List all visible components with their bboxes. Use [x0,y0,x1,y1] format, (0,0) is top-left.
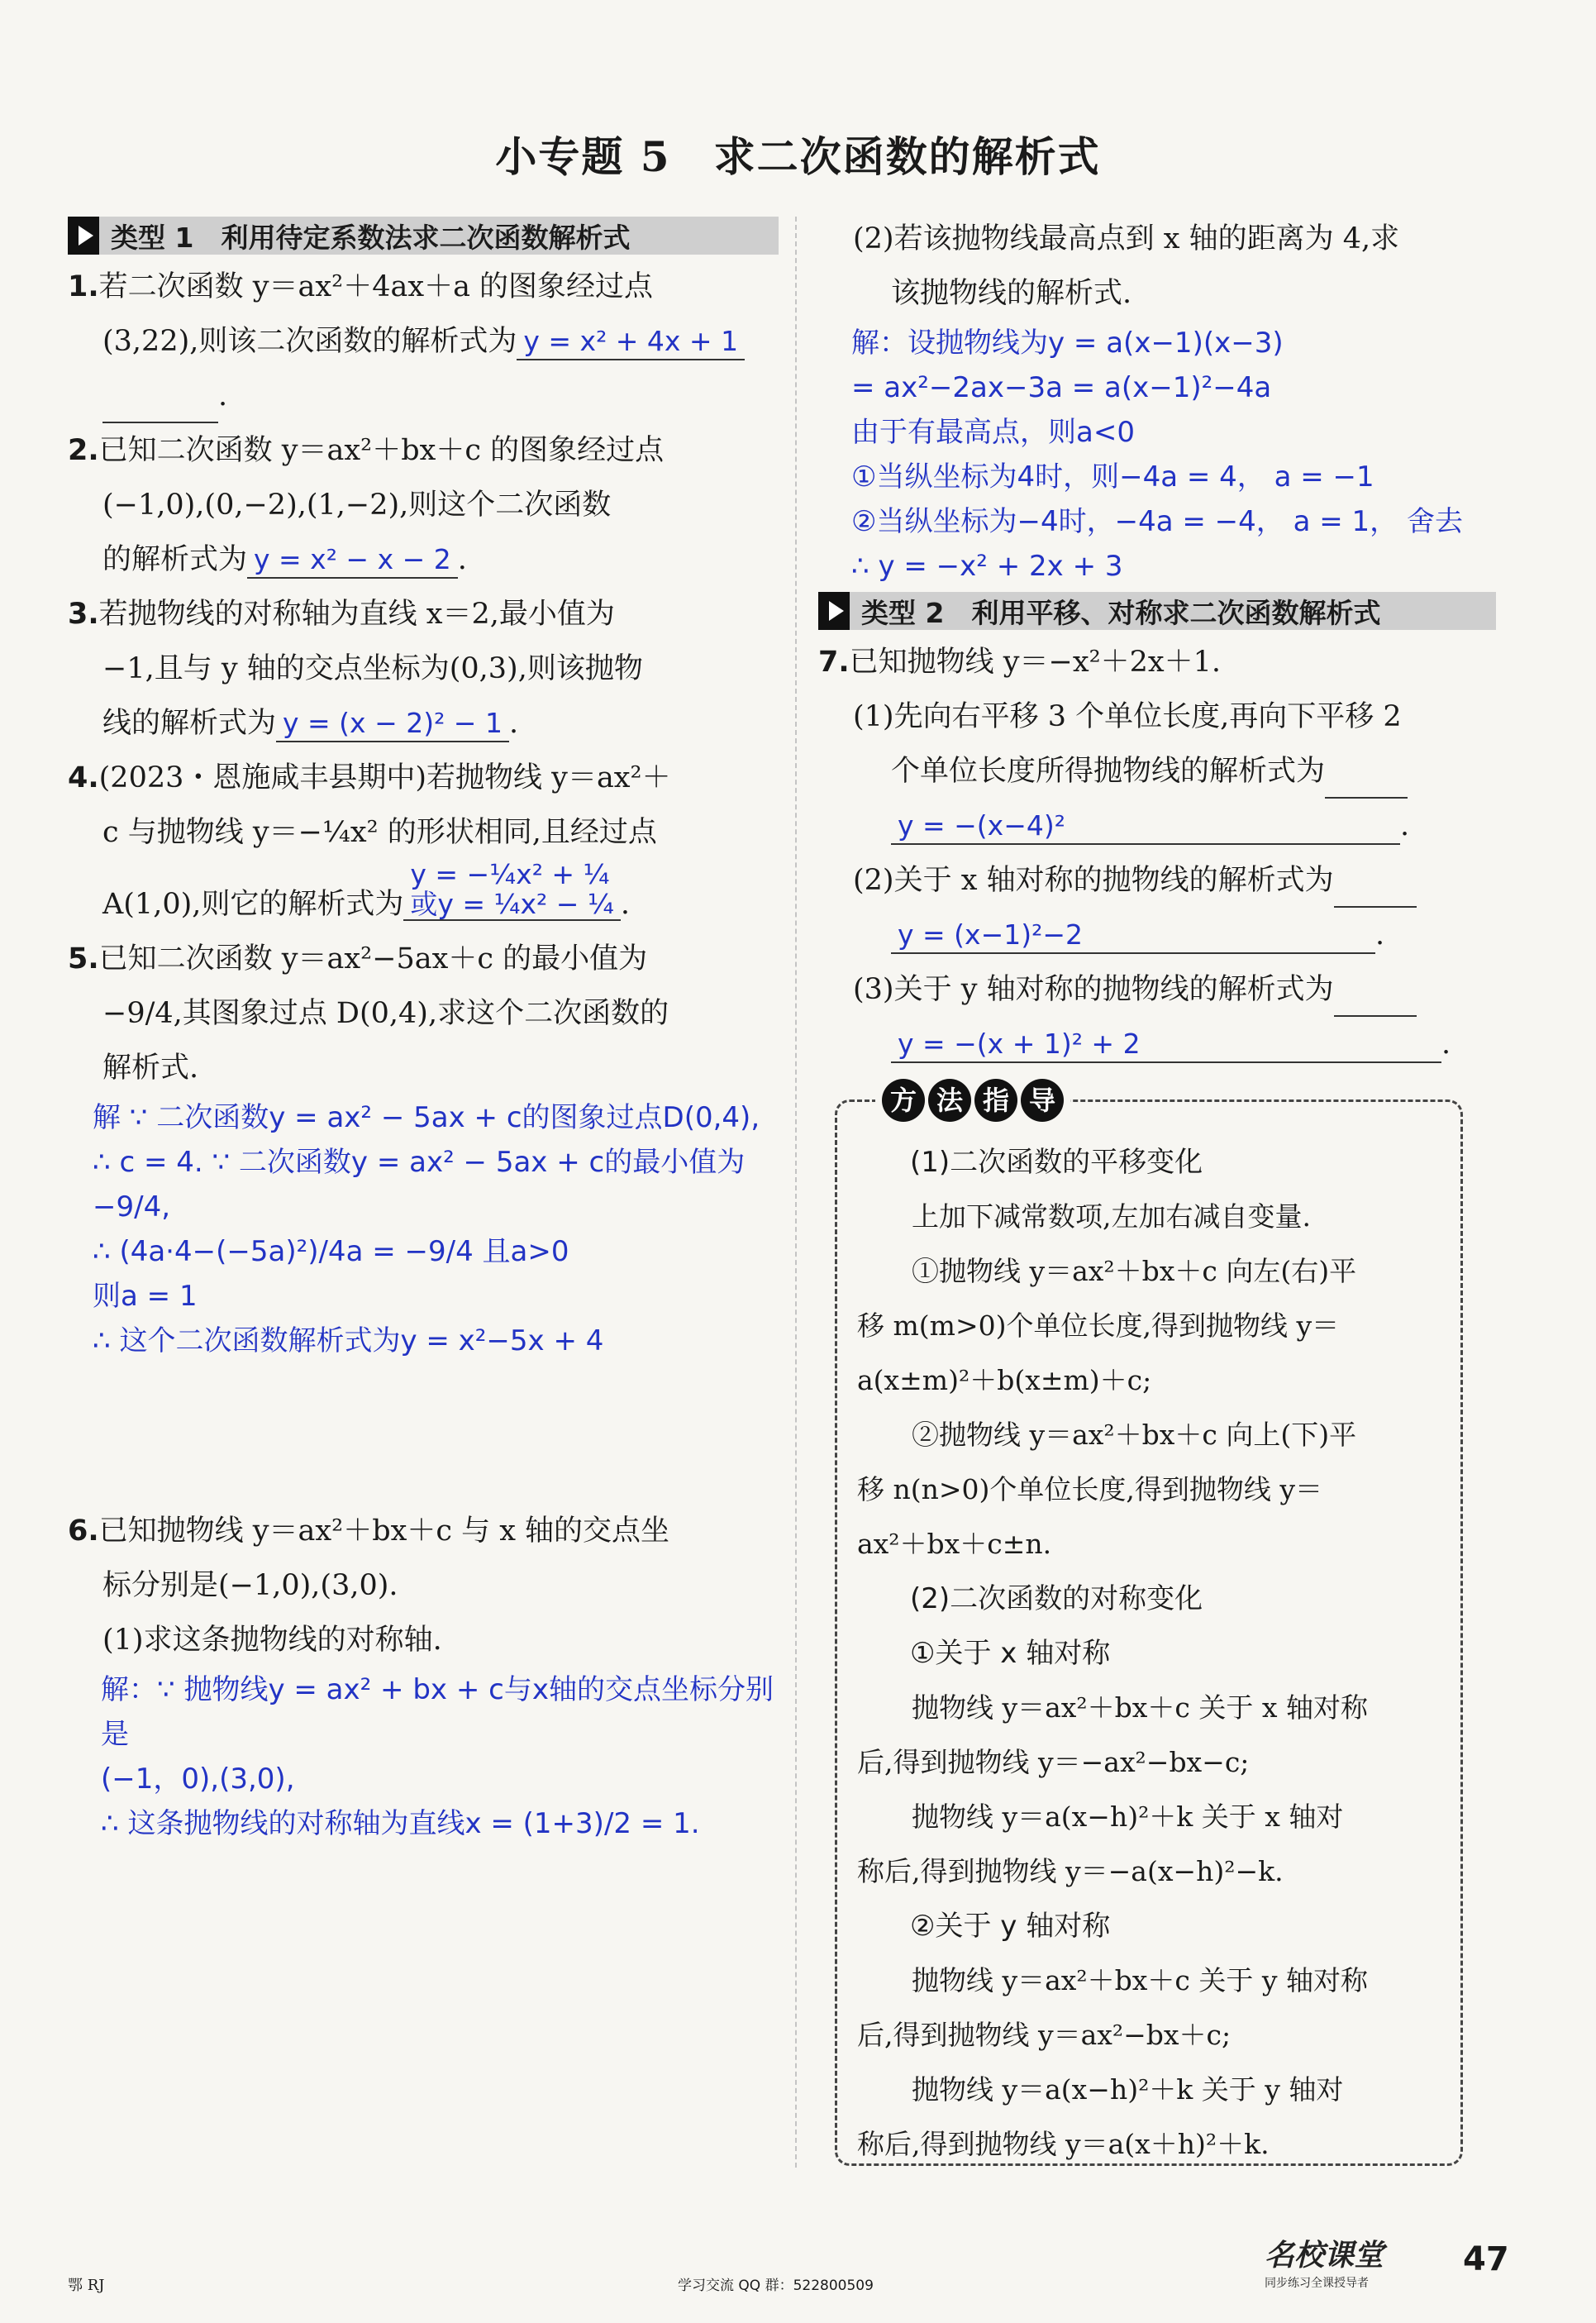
question-6 [68,1504,779,1667]
q7-answer3[interactable]: y = −(x + 1)² + 2 [891,1027,1441,1063]
badge-char: 方 [882,1079,925,1122]
q5-text: 已知二次函数 y＝ax²−5ax＋c 的最小值为 [98,942,648,975]
q3-text2: −1,且与 y 轴的交点坐标为(0,3),则该抛物 [102,652,643,685]
q4-text: (2023・恩施咸丰县期中)若抛物线 y＝ax²＋ [98,761,671,794]
method-guide-badge [875,1079,1070,1122]
guide-heading-symmetry: (2)二次函数的对称变化 [910,1582,1203,1615]
q3-text3: 线的解析式为 [102,707,277,740]
q3-number: 3. [68,598,99,631]
q7-number: 7. [818,646,850,679]
q6-text: 已知抛物线 y＝ax²＋bx＋c 与 x 轴的交点坐 [98,1514,670,1548]
page-title: 小专题 5 求二次函数的解析式 [495,132,1101,181]
q7-blank [1334,982,1417,1017]
q4-text3: A(1,0),则它的解析式为 [102,888,404,921]
guide-subheading-x-axis: ①关于 x 轴对称 [910,1637,1111,1670]
q7-part2: (2)关于 x 轴对称的抛物线的解析式为 [853,864,1334,897]
q6-text2: 标分别是(−1,0),(3,0). [102,1569,398,1602]
guide-text: ①抛物线 y＝ax²＋bx＋c 向左(右)平 [912,1255,1357,1287]
guide-text: 抛物线 y＝ax²＋bx＋c 关于 y 轴对称 [912,1964,1368,1996]
q6p2-solution-line: 解：设抛物线为y = a(x−1)(x−3) [851,327,1284,360]
right-column [818,217,1496,1071]
q2-text3: 的解析式为 [102,543,248,576]
guide-subheading-y-axis: ②关于 y 轴对称 [910,1910,1111,1943]
q6p2-solution-line: ②当纵坐标为−4时，−4a = −4， a = 1， 舍去 [851,505,1463,538]
q4-answer-part2: 或y = ¼x² − ¼ [410,888,614,920]
q5-solution-line: ∴ c = 4. ∵ 二次函数y = ax² − 5ax + c的最小值为−9/4, [93,1146,746,1224]
q6p2-text: (2)若该抛物线最高点到 x 轴的距离为 4,求 [853,222,1400,255]
brand-tagline: 同步练习全课授导者 [1265,2277,1369,2290]
q5-number: 5. [68,942,99,975]
q6p2-solution-line: 由于有最高点，则a<0 [851,416,1135,449]
q6-part1: (1)求这条抛物线的对称轴. [102,1624,442,1657]
q7-blank [1334,873,1417,908]
q6-number: 6. [68,1514,99,1548]
q6-solution-line: (−1，0),(3,0), [101,1763,295,1796]
question-6-part2 [818,212,1496,321]
q6p2-text2: 该抛物线的解析式. [891,277,1132,310]
guide-text: ax²＋bx＋c±n. [857,1528,1052,1560]
footer-qq-group: 学习交流 QQ 群：522800509 [678,2278,874,2294]
q4-answer[interactable] [403,860,621,921]
q2-number: 2. [68,434,99,467]
question-3: 3.若抛物线的对称轴为直线 x＝2,最小值为 −1,且与 y 轴的交点坐标为(0,3),则该抛物 线的解析式为 y = (x − 2)² − 1 . [68,587,779,751]
guide-text: 上加下减常数项,左加右减自变量. [912,1200,1311,1233]
guide-text: 抛物线 y＝ax²＋bx＋c 关于 x 轴对称 [912,1691,1368,1724]
guide-text: 后,得到抛物线 y＝−ax²−bx−c; [857,1746,1250,1778]
footer-edition: 鄂 RJ [68,2277,105,2294]
type1-header [68,217,779,255]
badge-char: 法 [928,1079,971,1122]
guide-text: a(x±m)²＋b(x±m)＋c; [857,1364,1152,1396]
q1-answer[interactable]: y = x² + 4x + 1 [517,324,745,360]
q2-answer[interactable]: y = x² − x − 2 [247,542,458,579]
left-column [68,217,779,1846]
badge-char: 指 [974,1079,1017,1122]
guide-text: 抛物线 y＝a(x−h)²＋k 关于 y 轴对 [912,2073,1344,2106]
brand-logo [1265,2232,1384,2291]
q7-blank [1325,764,1408,799]
question-7: 7.已知抛物线 y＝−x²＋2x＋1. (1)先向右平移 3 个单位长度,再向下平移 2 个单位长度所得抛物线的解析式为 y = −(x−4)² . (2)关于 x 轴对称的抛物线的解析式为 y = (x−1)²−2 . (3)关于 y 轴对称的抛物线的解析式为 y = −(x + 1)² + 2 . [818,635,1496,1071]
q5-solution-line: 解 ∵ 二次函数y = ax² − 5ax + c的图象过点D(0,4), [93,1101,760,1134]
guide-text: 移 m(m>0)个单位长度,得到抛物线 y＝ [857,1309,1340,1342]
type2-header [818,592,1496,630]
guide-text: 后,得到抛物线 y＝ax²−bx＋c; [857,2019,1232,2051]
q5-text2: −9/4,其图象过点 D(0,4),求这个二次函数的 [102,997,669,1030]
question-2: 2.已知二次函数 y＝ax²＋bx＋c 的图象经过点 (−1,0),(0,−2),(1,−2),则这个二次函数 的解析式为 y = x² − x − 2 . [68,423,779,587]
page-number: 47 [1463,2240,1509,2278]
q5-solution-line: 则a = 1 [93,1280,198,1313]
q1-text2: (3,22),则该二次函数的解析式为 [102,325,517,358]
q1-blank [102,389,218,423]
q6p2-solution [818,321,1496,589]
question-4: 4.(2023・恩施咸丰县期中)若抛物线 y＝ax²＋ c 与抛物线 y＝−¼x² 的形状相同,且经过点 A(1,0),则它的解析式为 y = −¼x² + ¼ 或y = ¼x² − ¼ . [68,751,779,932]
q5-solution [68,1095,779,1363]
q7-answer1[interactable]: y = −(x−4)² [891,809,1400,845]
q7-text: 已知抛物线 y＝−x²＋2x＋1. [849,646,1222,679]
guide-text: 抛物线 y＝a(x−h)²＋k 关于 x 轴对 [912,1801,1344,1833]
q5-solution-line: ∴ (4a·4−(−5a)²)/4a = −9/4 且a>0 [93,1235,569,1268]
guide-text: ②抛物线 y＝ax²＋bx＋c 向上(下)平 [912,1419,1357,1451]
badge-char: 导 [1021,1079,1064,1122]
type1-label: 类型 1 利用待定系数法求二次函数解析式 [111,221,631,254]
q6p2-solution-line: ①当纵坐标为4时，则−4a = 4， a = −1 [851,460,1374,494]
q6-solution-line: 解：∵ 抛物线y = ax² + bx + c与x轴的交点坐标分别是 [101,1673,774,1751]
q7-answer2[interactable]: y = (x−1)²−2 [891,918,1375,954]
guide-text: 移 n(n>0)个单位长度,得到抛物线 y＝ [857,1473,1323,1505]
guide-text: 称后,得到抛物线 y＝a(x＋h)²＋k. [857,2128,1270,2160]
brand-name: 名校课堂 [1265,2239,1384,2273]
q4-answer-part1: y = −¼x² + ¼ [410,858,610,890]
q3-text: 若抛物线的对称轴为直线 x＝2,最小值为 [98,598,615,631]
q4-text2: c 与抛物线 y＝−¼x² 的形状相同,且经过点 [102,816,657,849]
q7-part3: (3)关于 y 轴对称的抛物线的解析式为 [853,973,1334,1006]
q6-solution [68,1667,779,1846]
type2-label: 类型 2 利用平移、对称求二次函数解析式 [861,596,1381,629]
q1-text: 若二次函数 y＝ax²＋4ax＋a 的图象经过点 [98,270,654,303]
q2-text: 已知二次函数 y＝ax²＋bx＋c 的图象经过点 [98,434,665,467]
guide-text: 称后,得到抛物线 y＝−a(x−h)²−k. [857,1855,1284,1887]
q4-number: 4. [68,761,99,794]
q5-text3: 解析式. [102,1052,199,1085]
q5-solution-line: ∴ 这个二次函数解析式为y = x²−5x + 4 [93,1324,604,1357]
q6-solution-line: ∴ 这条抛物线的对称轴为直线x = (1+3)/2 = 1. [101,1807,700,1840]
play-triangle-icon [68,217,99,255]
play-triangle-icon [818,592,850,630]
question-1: 1.若二次函数 y＝ax²＋4ax＋a 的图象经过点 (3,22),则该二次函数的解析式为 y = x² + 4x + 1 . [68,260,779,423]
q2-text2: (−1,0),(0,−2),(1,−2),则这个二次函数 [102,489,612,522]
column-divider [795,217,797,2168]
guide-heading-translation: (1)二次函数的平移变化 [910,1146,1203,1179]
method-guide-box [835,1085,1463,2166]
q6p2-solution-line: = ax²−2ax−3a = a(x−1)²−4a [851,371,1272,404]
q1-number: 1. [68,270,99,303]
question-5 [68,932,779,1095]
q3-answer[interactable]: y = (x − 2)² − 1 [276,706,509,742]
q7-part1: (1)先向右平移 3 个单位长度,再向下平移 2 [853,700,1402,733]
q6p2-solution-line: ∴ y = −x² + 2x + 3 [851,550,1123,583]
q7-part1-text2: 个单位长度所得抛物线的解析式为 [891,755,1326,788]
